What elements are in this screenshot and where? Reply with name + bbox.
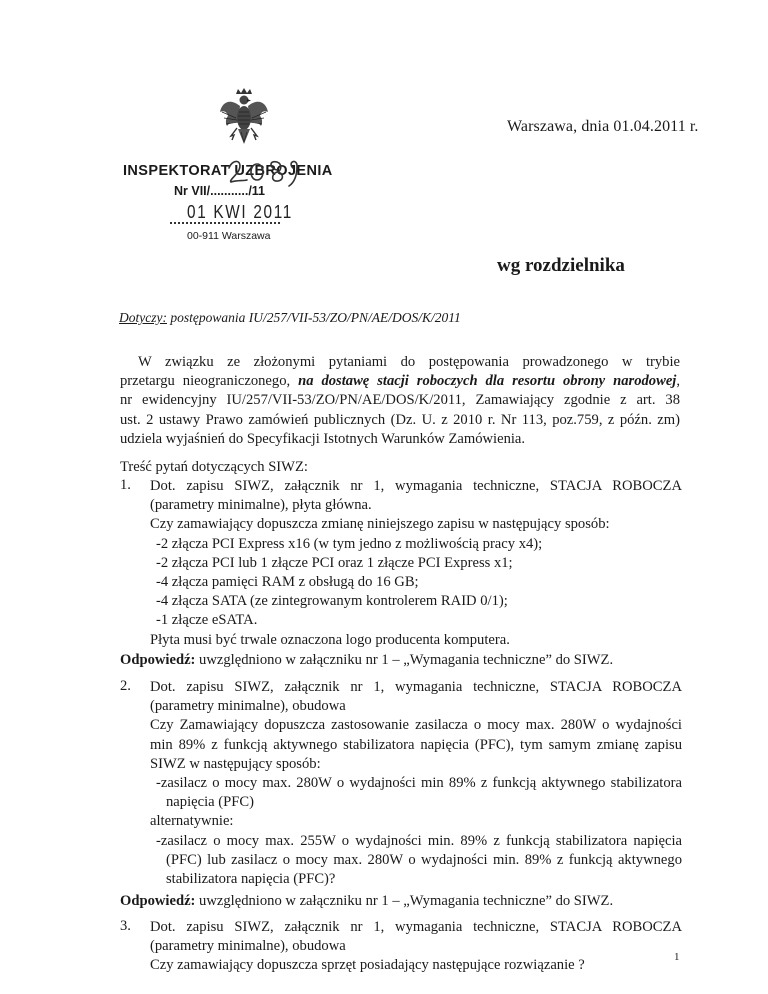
question-number: 1. xyxy=(120,477,131,493)
addressee: wg rozdzielnika xyxy=(497,255,625,276)
question-line: Dot. zapisu SIWZ, załącznik nr 1, wymagania techniczne, STACJA ROBOCZA xyxy=(150,478,682,494)
question-line: Czy zamawiający dopuszcza zmianę niniejszego zapisu w następujący sposób: xyxy=(150,516,610,533)
question-number: 2. xyxy=(120,678,131,694)
intro-text: , xyxy=(676,373,681,390)
question-line: -zasilacz o mocy max. 280W o wydajności min 89% z funkcją aktywnego stabilizatora xyxy=(156,775,682,792)
question-body xyxy=(150,477,682,650)
question-line: (PFC) lub zasilacz o mocy max. 280W o wydajności min. 89% z funkcją aktywnego xyxy=(166,851,682,868)
question-line: Czy zamawiający dopuszcza sprzęt posiadający następujące rozwiązanie ? xyxy=(150,957,585,974)
polish-eagle-emblem-icon xyxy=(218,88,270,152)
question-line: -1 złącze eSATA. xyxy=(156,612,258,629)
question-number: 3. xyxy=(120,918,131,934)
subject-label: Dotyczy: xyxy=(119,310,167,325)
question-line: Dot. zapisu SIWZ, załącznik nr 1, wymagania techniczne, STACJA ROBOCZA xyxy=(150,919,682,935)
question-line: -zasilacz o mocy max. 255W o wydajności min. 89% z funkcją stabilizatora napięcia xyxy=(156,832,682,849)
office-stamp-name: INSPEKTORAT UZBROJENIA xyxy=(123,163,333,179)
question-line: stabilizatora napięcia (PFC)? xyxy=(166,871,336,888)
questions-heading: Treść pytań dotyczących SIWZ: xyxy=(120,459,308,475)
answer-1 xyxy=(120,652,613,669)
question-body xyxy=(150,918,682,976)
office-stamp-number: Nr VII/.........../11 xyxy=(174,184,266,198)
question-line: napięcia (PFC) xyxy=(166,794,254,811)
intro-line: udziela wyjaśnień do Specyfikacji Istotnych Warunków Zamówienia. xyxy=(120,430,526,447)
question-line: (parametry minimalne), płyta główna. xyxy=(150,497,372,514)
answer-text: uwzględniono w załączniku nr 1 – „Wymagania techniczne” do SIWZ. xyxy=(195,893,614,909)
intro-line: nr ewidencyjny IU/257/VII-53/ZO/PN/AE/DOS/K/2011, Zamawiający zgodnie z art. 38 xyxy=(120,392,680,409)
intro-paragraph xyxy=(120,353,680,449)
answer-label: Odpowiedź: xyxy=(120,893,196,909)
answer-label: Odpowiedź: xyxy=(120,652,196,668)
question-body xyxy=(150,678,682,889)
question-line: -4 złącza SATA (ze zintegrowanym kontrolerem RAID 0/1); xyxy=(156,593,508,610)
intro-subject-emphasis: na dostawę stacji roboczych dla resortu obrony narodowej xyxy=(298,373,677,390)
question-line: Czy Zamawiający dopuszcza zastosowanie zasilacza o mocy max. 280W o wydajności xyxy=(150,717,682,734)
intro-line: ust. 2 ustawy Prawo zamówień publicznych (Dz. U. z 2010 r. Nr 113, poz.759, z późn. zm) xyxy=(120,411,680,428)
intro-line: W związku ze złożonymi pytaniami do postępowania prowadzonego w trybie xyxy=(138,354,680,370)
question-line: -2 złącza PCI lub 1 złącze PCI oraz 1 złącze PCI Express x1; xyxy=(156,554,513,571)
question-line: Dot. zapisu SIWZ, załącznik nr 1, wymagania techniczne, STACJA ROBOCZA xyxy=(150,679,682,695)
question-line: Płyta musi być trwale oznaczona logo producenta komputera. xyxy=(150,631,510,648)
question-line: SIWZ w następujący sposób: xyxy=(150,755,321,772)
office-stamp-address: 00-911 Warszawa xyxy=(187,230,271,242)
question-line: -4 złącza pamięci RAM z obsługą do 16 GB; xyxy=(156,574,419,591)
intro-text: przetargu nieograniczonego, xyxy=(120,373,299,390)
subject-text: postępowania IU/257/VII-53/ZO/PN/AE/DOS/K/2011 xyxy=(166,310,461,325)
question-line: (parametry minimalne), obudowa xyxy=(150,938,346,955)
question-line: alternatywnie: xyxy=(150,813,234,830)
subject-line xyxy=(119,310,461,326)
answer-text: uwzględniono w załączniku nr 1 – „Wymagania techniczne” do SIWZ. xyxy=(195,652,614,668)
page-number: 1 xyxy=(674,951,680,963)
document-date: Warszawa, dnia 01.04.2011 r. xyxy=(507,118,699,135)
stamp-date: 01 KWI 2011 xyxy=(187,202,294,222)
intro-line xyxy=(120,372,680,391)
question-line: min 89% z funkcją aktywnego stabilizatora napięcia (PFC), tym samym zmianę zapisu xyxy=(150,736,682,753)
question-line: (parametry minimalne), obudowa xyxy=(150,698,346,715)
question-line: -2 złącza PCI Express x16 (w tym jedno z możliwością pracy x4); xyxy=(156,535,543,552)
handwritten-number-signature xyxy=(223,150,303,190)
answer-2 xyxy=(120,893,613,910)
stamp-dotted-line xyxy=(170,222,280,224)
